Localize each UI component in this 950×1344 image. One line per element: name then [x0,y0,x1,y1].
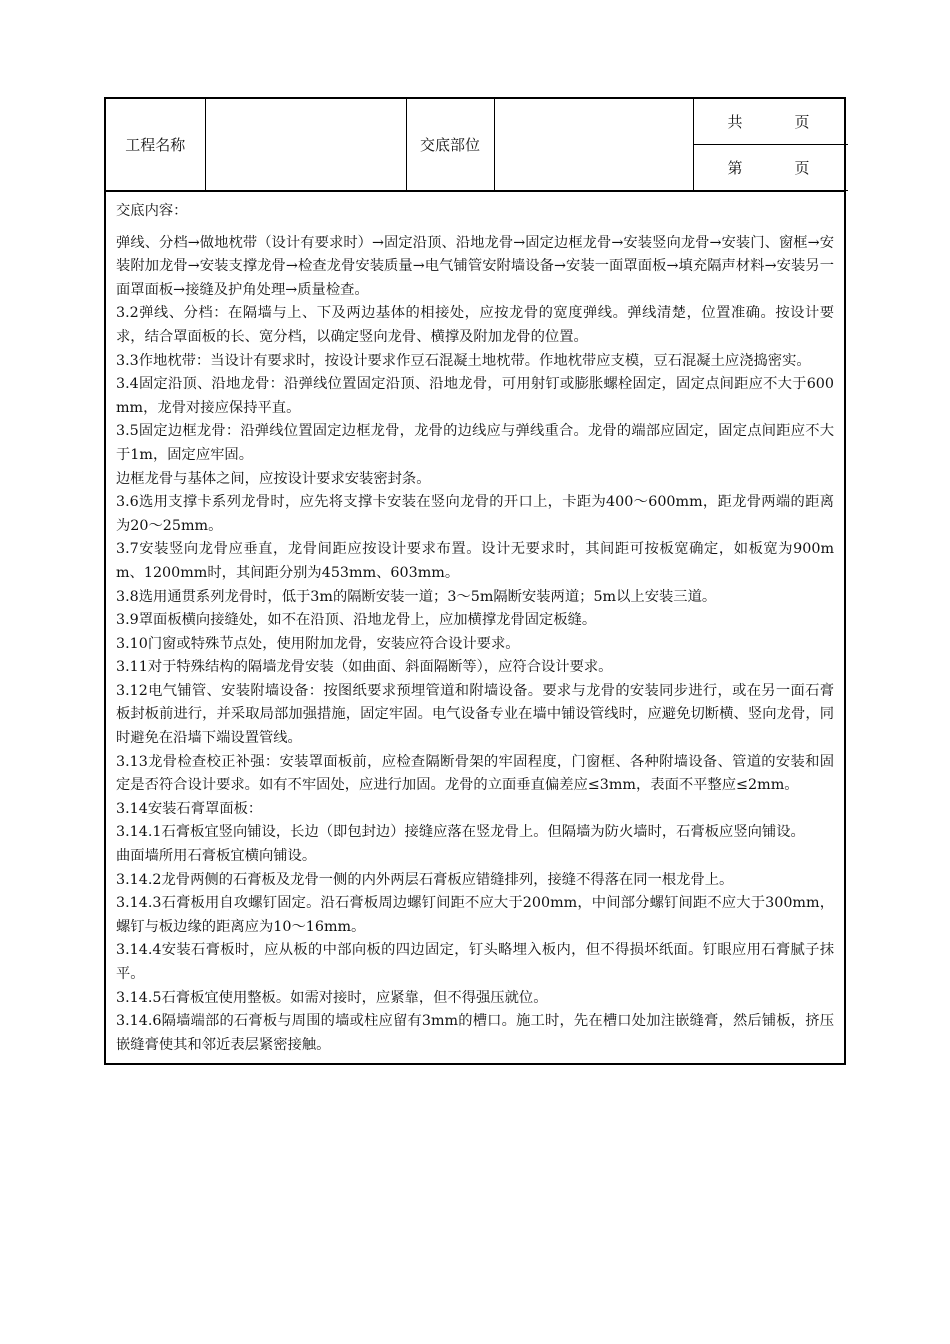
content-paragraph: 3.5固定边框龙骨：沿弹线位置固定边框龙骨，龙骨的边线应与弹线重合。龙骨的端部应固定，固定点间距应不大于1m，固定应牢固。 [116,423,834,463]
form-header-table [106,99,848,191]
content-paragraph: 3.8选用通贯系列龙骨时，低于3m的隔断安装一道；3～5m隔断安装两道；5m以上安装三道。 [116,588,717,605]
content-paragraph: 3.9罩面板横向接缝处，如不在沿顶、沿地龙骨上，应加横撑龙骨固定板缝。 [116,612,597,629]
content-paragraph: 3.7安装竖向龙骨应垂直，龙骨间距应按设计要求布置。设计无要求时，其间距可按板宽确定，如板宽为900mm、1200mm时，其间距分别为453mm、603mm。 [116,541,834,581]
content-paragraph: 弹线、分档→做地枕带（设计有要求时）→固定沿顶、沿地龙骨→固定边框龙骨→安装竖向龙骨→安装门、窗框→安装附加龙骨→安装支撑龙骨→检查龙骨安装质量→电气铺管安附墙设备→安装一面罩面板→填充隔声材料→安装另一面罩面板→接缝及护角处理→质量检查。 [116,234,834,298]
project-name-value[interactable] [205,99,406,191]
content-paragraph: 3.12电气铺管、安装附墙设备：按图纸要求预埋管道和附墙设备。要求与龙骨的安装同步进行，或在另一面石膏板封板前进行，并采取局部加强措施，固定牢固。电气设备专业在墙中铺设管线时，应避免切断横、竖向龙骨，同时避免在沿墙下端设置管线。 [116,682,834,747]
disclosure-form [104,97,846,1065]
page-number-prefix: 第 [727,159,743,177]
content-paragraph: 3.11对于特殊结构的隔墙龙骨安装（如曲面、斜面隔断等），应符合设计要求。 [116,659,613,676]
location-value[interactable] [494,99,693,191]
content-paragraph: 3.6选用支撑卡系列龙骨时，应先将支撑卡安装在竖向龙骨的开口上，卡距为400～600mm，距龙骨两端的距离为20～25mm。 [116,494,834,534]
content-paragraph: 3.13龙骨检查校正补强：安装罩面板前，应检查隔断骨架的牢固程度，门窗框、各种附墙设备、管道的安装和固定是否符合设计要求。如有不牢固处，应进行加固。龙骨的立面垂直偏差应≤3mm，表面不平整应≤2mm。 [116,753,834,794]
project-name-label: 工程名称 [106,99,205,191]
content-paragraph: 3.10门窗或特殊节点处，使用附加龙骨，安装应符合设计要求。 [116,635,520,652]
content-heading: 交底内容： [116,203,188,219]
page-number-suffix: 页 [794,159,810,177]
content-paragraph: 3.14.2龙骨两侧的石膏板及龙骨一侧的内外两层石膏板应错缝排列，接缝不得落在同一根龙骨上。 [116,871,734,888]
total-pages-cell [693,99,848,145]
disclosure-content [106,191,844,1063]
content-paragraph: 3.2弹线、分档：在隔墙与上、下及两边基体的相接处，应按龙骨的宽度弹线。弹线清楚，位置准确。按设计要求，结合罩面板的长、宽分档，以确定竖向龙骨、横撑及附加龙骨的位置。 [116,305,834,345]
total-pages-suffix: 页 [794,113,810,131]
content-paragraph: 3.14.5石膏板宜使用整板。如需对接时，应紧靠，但不得强压就位。 [116,989,548,1006]
content-paragraph: 3.14.6隔墙端部的石膏板与周围的墙或柱应留有3mm的槽口。施工时，先在槽口处加注嵌缝膏，然后铺板，挤压嵌缝膏使其和邻近表层紧密接触。 [116,1013,834,1053]
content-paragraph: 曲面墙所用石膏板宜横向铺设。 [116,848,317,865]
content-paragraph: 边框龙骨与基体之间，应按设计要求安装密封条。 [116,470,431,487]
content-paragraph: 3.14.4安装石膏板时，应从板的中部向板的四边固定，钉头略埋入板内，但不得损坏纸面。钉眼应用石膏腻子抹平。 [116,942,834,982]
content-paragraph: 3.4固定沿顶、沿地龙骨：沿弹线位置固定沿顶、沿地龙骨，可用射钉或膨胀螺栓固定，固定点间距应不大于600mm，龙骨对接应保持平直。 [116,376,834,416]
total-pages-prefix: 共 [727,113,743,131]
content-paragraph: 3.3作地枕带：当设计有要求时，按设计要求作豆石混凝土地枕带。作地枕带应支模，豆石混凝土应浇捣密实。 [116,352,811,369]
page-number-cell [693,145,848,191]
location-label: 交底部位 [406,99,494,191]
content-paragraph: 3.14安装石膏罩面板： [116,800,263,817]
content-paragraph: 3.14.3石膏板用自攻螺钉固定。沿石膏板周边螺钉间距不应大于200mm，中间部分螺钉间距不应大于300mm，螺钉与板边缘的距离应为10～16mm。 [116,895,834,935]
content-paragraph: 3.14.1石膏板宜竖向铺设，长边（即包封边）接缝应落在竖龙骨上。但隔墙为防火墙时，石膏板应竖向铺设。 [116,824,805,841]
